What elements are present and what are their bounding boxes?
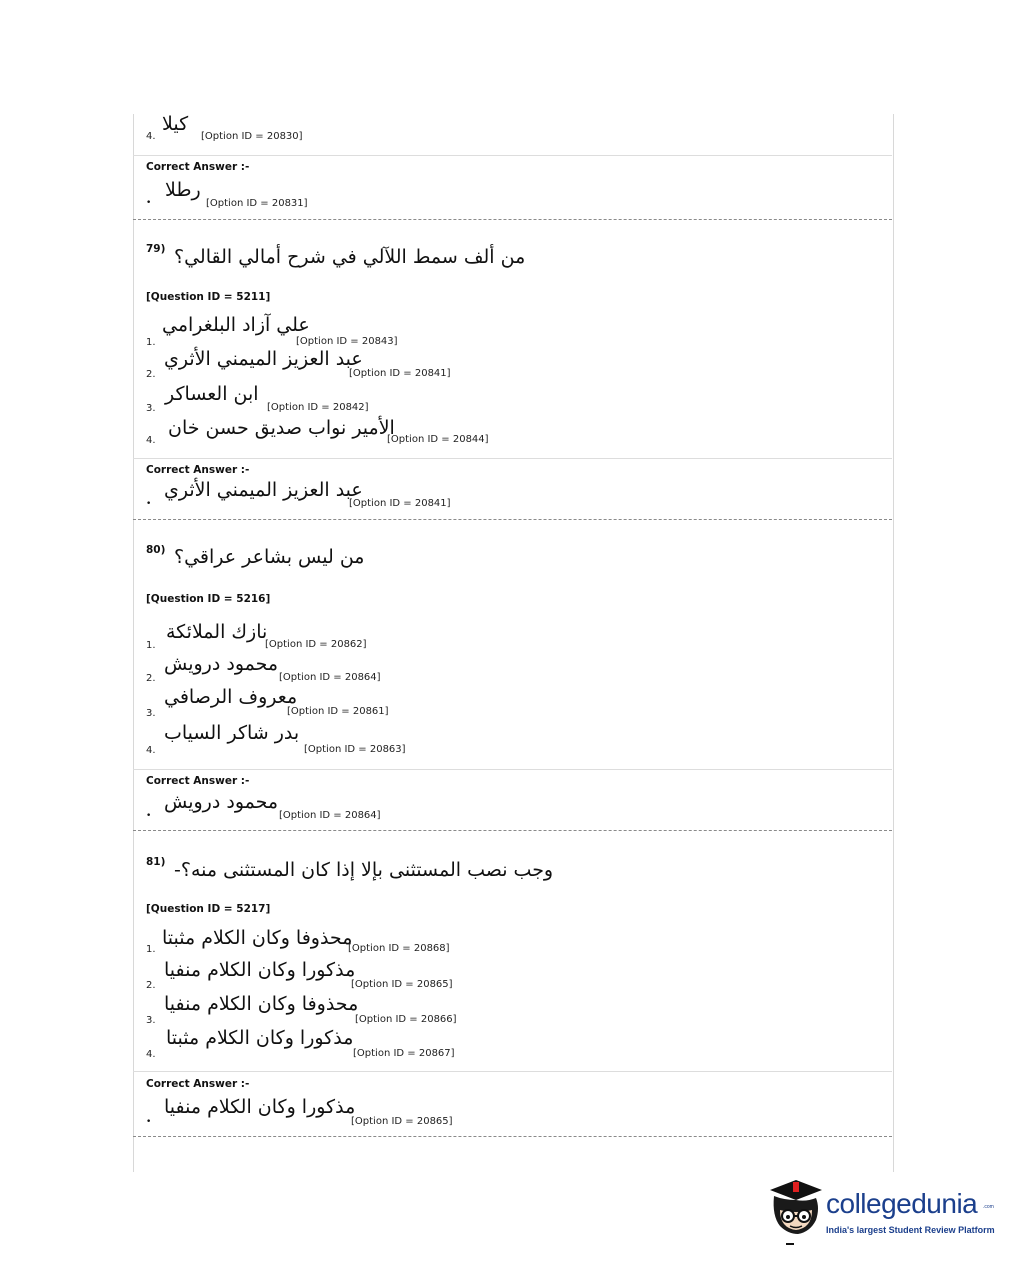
option-number: 1. (146, 337, 156, 348)
option-text: الأمير نواب صديق حسن خان (168, 417, 395, 439)
correct-answer-text: رطلا (165, 179, 201, 201)
question-number: 80) (146, 544, 166, 556)
option-text: محذوفا وكان الكلام مثبتا (162, 927, 353, 949)
option-text: محذوفا وكان الكلام منفيا (164, 993, 359, 1015)
correct-answer-id: [Option ID = 20865] (351, 1116, 453, 1127)
option-id: [Option ID = 20867] (353, 1048, 455, 1059)
option-text: ابن العساكر (165, 383, 259, 405)
question-text: من ألف سمط اللآلي في شرح أمالي القالي؟ (174, 246, 526, 268)
option-id: [Option ID = 20844] (387, 434, 489, 445)
option-id: [Option ID = 20830] (201, 131, 303, 142)
correct-answer-id: [Option ID = 20831] (206, 198, 308, 209)
question-text: من ليس بشاعر عراقي؟ (174, 546, 365, 568)
option-number: 1. (146, 944, 156, 955)
correct-answer-label: Correct Answer :- (146, 1078, 250, 1090)
question-separator (133, 830, 892, 831)
option-id: [Option ID = 20861] (287, 706, 389, 717)
collegedunia-tagline: India's largest Student Review Platform (826, 1225, 995, 1235)
option-id: [Option ID = 20843] (296, 336, 398, 347)
option-id: [Option ID = 20865] (351, 979, 453, 990)
correct-answer-label: Correct Answer :- (146, 775, 250, 787)
option-text: نازك الملائكة (166, 621, 268, 643)
question-separator (133, 219, 892, 220)
correct-answer-bullet: • (146, 811, 152, 821)
correct-answer-text: محمود درويش (164, 791, 279, 813)
option-text: معروف الرصافي (164, 686, 298, 708)
question-id: [Question ID = 5216] (146, 593, 271, 605)
correct-answer-label: Correct Answer :- (146, 161, 250, 173)
option-id: [Option ID = 20842] (267, 402, 369, 413)
correct-answer-id: [Option ID = 20864] (279, 810, 381, 821)
correct-answer-id: [Option ID = 20841] (349, 498, 451, 509)
option-id: [Option ID = 20863] (304, 744, 406, 755)
option-number: 3. (146, 1015, 156, 1026)
question-separator (133, 519, 892, 520)
divider (133, 155, 892, 156)
option-number: 2. (146, 369, 156, 380)
question-separator (133, 1136, 892, 1137)
option-number: 2. (146, 673, 156, 684)
divider (133, 1071, 892, 1072)
divider (133, 769, 892, 770)
correct-answer-text: عبد العزيز الميمني الأثري (164, 479, 363, 501)
option-number: 3. (146, 403, 156, 414)
option-id: [Option ID = 20862] (265, 639, 367, 650)
collegedunia-logo-suffix: .com (983, 1204, 994, 1210)
option-text: بدر شاكر السياب (164, 722, 300, 744)
correct-answer-bullet: • (146, 499, 152, 509)
option-text: عبد العزيز الميمني الأثري (164, 348, 363, 370)
option-text: مذكورا وكان الكلام مثبتا (166, 1027, 354, 1049)
option-number: 4. (146, 745, 156, 756)
correct-answer-text: مذكورا وكان الكلام منفيا (164, 1096, 356, 1118)
option-text: محمود درويش (164, 653, 279, 675)
option-number: 2. (146, 980, 156, 991)
option-number: 4. (146, 131, 156, 142)
correct-answer-bullet: • (146, 198, 152, 208)
option-number: 3. (146, 708, 156, 719)
question-id: [Question ID = 5217] (146, 903, 271, 915)
option-text: علي آزاد البلغرامي (162, 314, 310, 336)
option-text: مذكورا وكان الكلام منفيا (164, 959, 356, 981)
option-text: كيلا (162, 113, 189, 135)
option-number: 4. (146, 435, 156, 446)
option-id: [Option ID = 20841] (349, 368, 451, 379)
option-number: 1. (146, 640, 156, 651)
question-id: [Question ID = 5211] (146, 291, 271, 303)
question-number: 79) (146, 243, 166, 255)
option-id: [Option ID = 20866] (355, 1014, 457, 1025)
correct-answer-label: Correct Answer :- (146, 464, 250, 476)
collegedunia-logo-text: collegedunia (826, 1188, 978, 1219)
option-number: 4. (146, 1049, 156, 1060)
question-number: 81) (146, 856, 166, 868)
question-text: وجب نصب المستثنى بإلا إذا كان المستثنى منه؟- (174, 859, 554, 881)
correct-answer-bullet: • (146, 1117, 152, 1127)
collegedunia-mascot-icon (766, 1176, 824, 1248)
option-id: [Option ID = 20864] (279, 672, 381, 683)
option-id: [Option ID = 20868] (348, 943, 450, 954)
divider (133, 458, 892, 459)
